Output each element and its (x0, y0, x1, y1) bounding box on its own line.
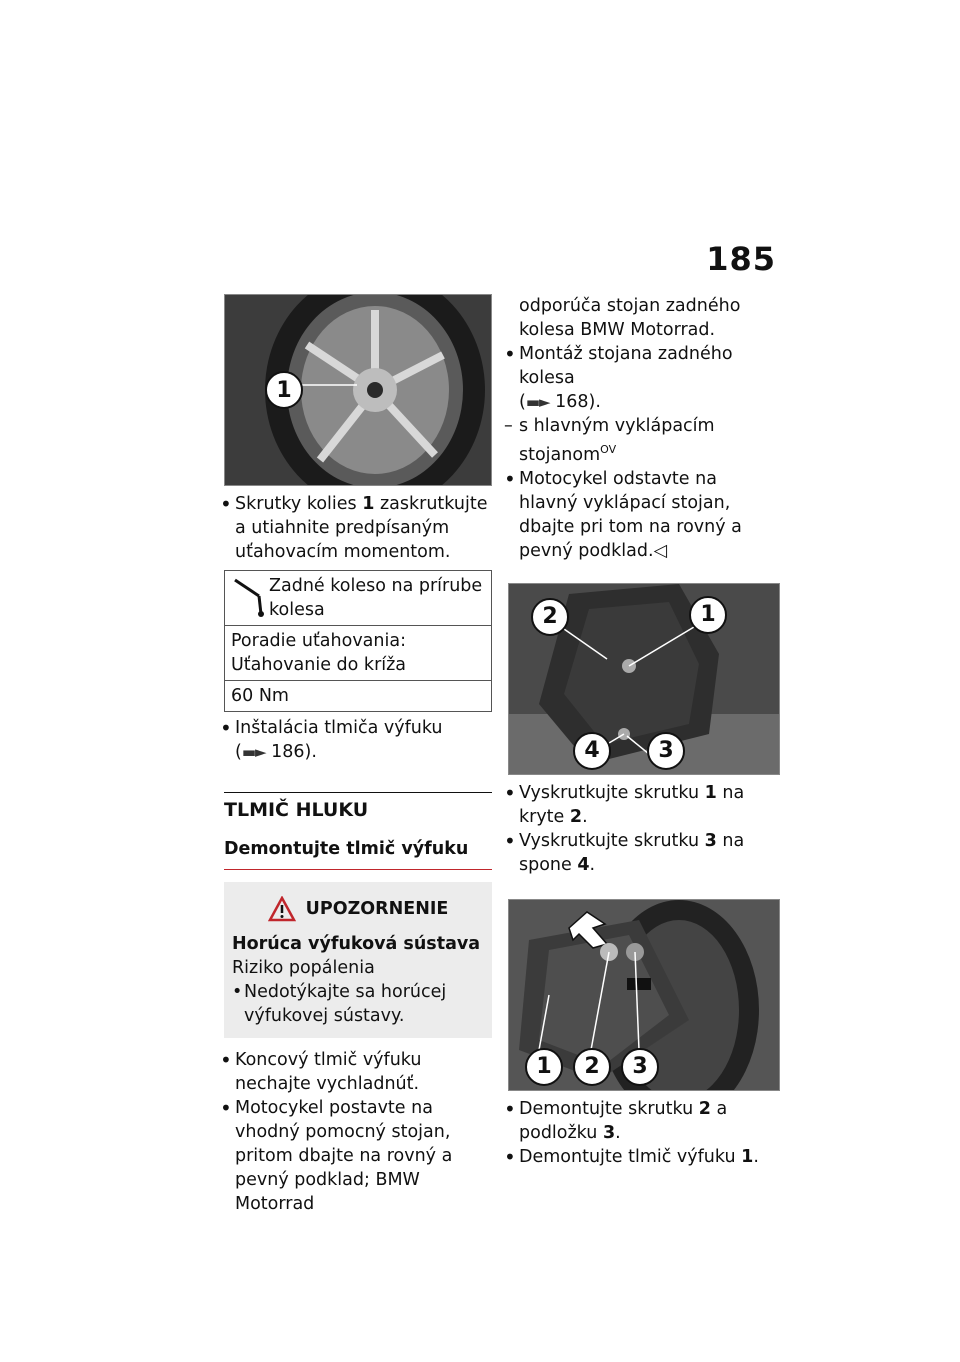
callout-3: 3 (621, 1048, 659, 1086)
callout-1: 1 (265, 371, 303, 409)
muffler-removal-figure (508, 899, 780, 1091)
page-ref[interactable]: 168). (555, 392, 601, 412)
section-title: TLMIČ HLUKU (224, 792, 492, 821)
warning-item: • Nedotýkajte sa horúcej výfukovej sústavy. (232, 980, 484, 1028)
step-install-muffler: • Inštalácia tlmiča výfuku (▬► 186). (224, 716, 492, 764)
callout-1: 1 (689, 596, 727, 634)
callout-3: 3 (647, 732, 685, 770)
callout-2: 2 (573, 1048, 611, 1086)
warning-triangle-icon (268, 896, 296, 922)
muffler-cover-figure (508, 583, 780, 775)
condition-main-stand: – s hlavným vyklápacím stojanom$^{OV}$ (504, 416, 715, 465)
page-ref-arrow-icon: ▬► (525, 393, 550, 411)
step-stand: • Motocykel postavte na vhodný pomocný stojan, pritom dbajte na rovný a pevný podklad; BMW Motorrad (224, 1096, 492, 1216)
step-main-stand: • Motocykel odstavte na hlavný vyklápací stojan, dbajte pri tom na rovný a pevný podklad.◁ (508, 467, 780, 563)
step-remove-muffler: • Demontujte tlmič výfuku 1. (508, 1145, 780, 1169)
page-ref-arrow-icon: ▬► (241, 743, 266, 761)
left-column (224, 294, 492, 1216)
step-remove-screw-clamp: • Vyskrutkujte skrutku 3 na spone 4. (508, 829, 780, 877)
step-tighten-bolts: • Skrutky kolies 1 zaskrutkujte a utiahnite predpísaným uťahovacím momentom. (224, 492, 492, 564)
callout-1: 1 (525, 1048, 563, 1086)
step-stand-mount: • Montáž stojana zadného kolesa (▬► 168). (508, 342, 780, 414)
step-remove-screw-cover: • Vyskrutkujte skrutku 1 na kryte 2. (508, 781, 780, 829)
callout-4: 4 (573, 732, 611, 770)
warning-label: UPOZORNENIE (305, 899, 449, 919)
subsection-title: Demontujte tlmič výfuku (224, 839, 492, 870)
torque-wrench-icon (231, 574, 269, 620)
step-cool-down: • Koncový tlmič výfuku nechajte vychladnúť. (224, 1048, 492, 1096)
torque-value: 60 Nm (231, 686, 289, 706)
end-mark-icon: ◁ (653, 540, 668, 561)
warning-title: Horúca výfuková sústava (232, 934, 481, 954)
warning-risk: Riziko popálenia (232, 958, 375, 978)
torque-item: Zadné koleso na prírube kolesa (269, 576, 483, 620)
torque-table (224, 570, 492, 712)
step-remove-screw-washer: • Demontujte skrutku 2 a podložku 3. (508, 1097, 780, 1145)
page-number: 185 (706, 240, 776, 278)
torque-sequence: Poradie uťahovania: Uťahovanie do kríža (225, 626, 491, 681)
continued-text: odporúča stojan zadného kolesa BMW Motorrad. (519, 296, 741, 340)
callout-2: 2 (531, 598, 569, 636)
right-column (504, 294, 780, 1169)
page-ref[interactable]: 186). (271, 742, 317, 762)
rear-wheel-figure (224, 294, 492, 486)
warning-box (224, 882, 492, 1038)
